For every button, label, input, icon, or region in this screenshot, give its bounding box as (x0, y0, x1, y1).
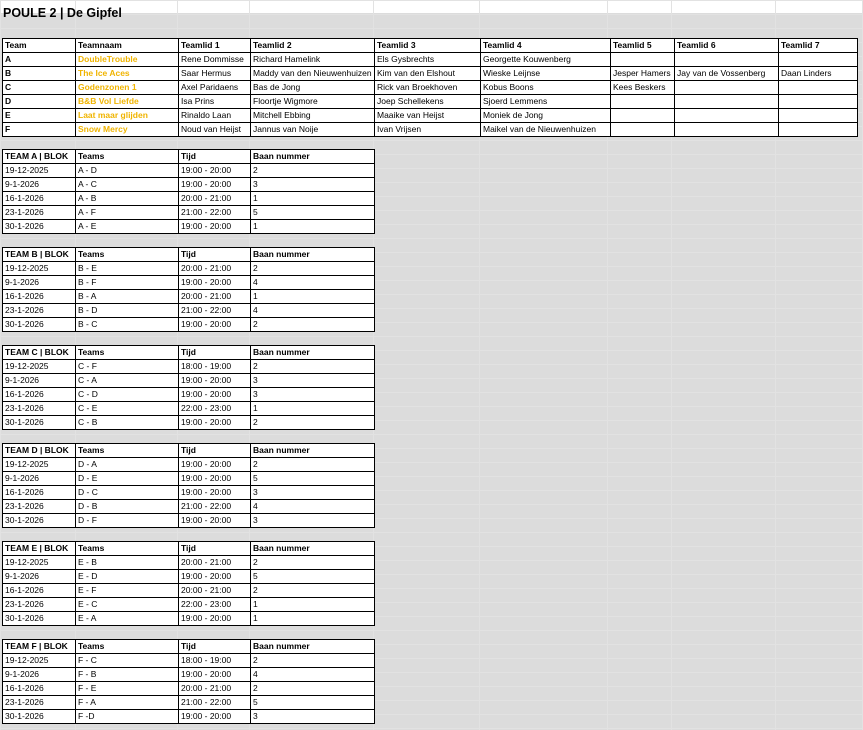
date-cell[interactable]: 23-1-2026 (3, 500, 76, 514)
lane-cell[interactable]: 2 (251, 416, 375, 430)
date-cell[interactable]: 9-1-2026 (3, 178, 76, 192)
schedule-row (3, 654, 375, 668)
lane-cell[interactable]: 1 (251, 220, 375, 234)
time-cell[interactable]: 19:00 - 20:00 (179, 318, 251, 332)
team-letter-cell[interactable]: F (3, 123, 76, 137)
match-cell[interactable]: F - C (76, 654, 179, 668)
time-cell[interactable]: 19:00 - 20:00 (179, 164, 251, 178)
overview-row (3, 81, 858, 95)
overview-header-cell[interactable]: Teamlid 6 (675, 39, 779, 53)
match-cell[interactable]: A - D (76, 164, 179, 178)
gridline-row (0, 434, 863, 435)
time-cell[interactable]: 19:00 - 20:00 (179, 514, 251, 528)
schedule-row (3, 416, 375, 430)
schedule-row (3, 374, 375, 388)
lane-cell[interactable]: 2 (251, 360, 375, 374)
overview-header-cell[interactable]: Teamlid 3 (375, 39, 481, 53)
match-cell[interactable]: D - C (76, 486, 179, 500)
time-cell[interactable]: 21:00 - 22:00 (179, 304, 251, 318)
team-member-cell[interactable]: Jay van de Vossenberg (675, 67, 779, 81)
lane-cell[interactable]: 3 (251, 710, 375, 724)
gridline-row (0, 28, 863, 29)
time-cell[interactable]: 19:00 - 20:00 (179, 612, 251, 626)
date-cell[interactable]: 16-1-2026 (3, 486, 76, 500)
date-cell[interactable]: 9-1-2026 (3, 668, 76, 682)
schedule-header-cell[interactable]: Tijd (179, 444, 251, 458)
overview-row (3, 123, 858, 137)
match-cell[interactable]: A - C (76, 178, 179, 192)
team-letter-cell[interactable]: B (3, 67, 76, 81)
schedule-row (3, 318, 375, 332)
schedule-row (3, 360, 375, 374)
schedule-row (3, 682, 375, 696)
lane-cell[interactable]: 3 (251, 374, 375, 388)
team-member-cell[interactable]: Sjoerd Lemmens (481, 95, 611, 109)
schedule-header-row (3, 248, 375, 262)
team-member-cell[interactable]: Mitchell Ebbing (251, 109, 375, 123)
match-cell[interactable]: E - C (76, 598, 179, 612)
time-cell[interactable]: 22:00 - 23:00 (179, 598, 251, 612)
team-name-cell[interactable]: Godenzonen 1 (76, 81, 179, 95)
match-cell[interactable]: B - A (76, 290, 179, 304)
schedule-table (2, 345, 375, 430)
team-member-cell[interactable] (611, 95, 675, 109)
team-letter-cell[interactable]: D (3, 95, 76, 109)
lane-cell[interactable]: 4 (251, 500, 375, 514)
team-member-cell[interactable]: Maddy van den Nieuwenhuizen (251, 67, 375, 81)
team-member-cell[interactable] (611, 123, 675, 137)
match-cell[interactable]: C - F (76, 360, 179, 374)
team-member-cell[interactable] (779, 109, 858, 123)
team-member-cell[interactable]: Jannus van Noije (251, 123, 375, 137)
lane-cell[interactable]: 3 (251, 388, 375, 402)
time-cell[interactable]: 19:00 - 20:00 (179, 388, 251, 402)
match-cell[interactable]: E - D (76, 570, 179, 584)
team-member-cell[interactable] (675, 53, 779, 67)
sheet-title[interactable]: POULE 2 | De Gipfel (3, 6, 122, 20)
team-member-cell[interactable]: Isa Prins (179, 95, 251, 109)
lane-cell[interactable]: 2 (251, 262, 375, 276)
date-cell[interactable]: 16-1-2026 (3, 192, 76, 206)
schedule-header-cell[interactable]: Tijd (179, 640, 251, 654)
match-cell[interactable]: F - E (76, 682, 179, 696)
time-cell[interactable]: 21:00 - 22:00 (179, 696, 251, 710)
schedule-row (3, 584, 375, 598)
schedule-row (3, 388, 375, 402)
schedule-table (2, 443, 375, 528)
time-cell[interactable]: 20:00 - 21:00 (179, 262, 251, 276)
schedule-header-cell[interactable]: Baan nummer (251, 640, 375, 654)
match-cell[interactable]: D - A (76, 458, 179, 472)
schedule-header-row (3, 346, 375, 360)
date-cell[interactable]: 19-12-2025 (3, 262, 76, 276)
date-cell[interactable]: 9-1-2026 (3, 374, 76, 388)
schedule-table (2, 247, 375, 332)
team-member-cell[interactable]: Floortje Wigmore (251, 95, 375, 109)
date-cell[interactable]: 19-12-2025 (3, 164, 76, 178)
lane-cell[interactable]: 3 (251, 178, 375, 192)
schedule-header-cell[interactable]: Teams (76, 150, 179, 164)
lane-cell[interactable]: 1 (251, 402, 375, 416)
team-member-cell[interactable] (779, 95, 858, 109)
team-member-cell[interactable]: Ivan Vrijsen (375, 123, 481, 137)
schedule-header-cell[interactable]: Baan nummer (251, 346, 375, 360)
schedule-row (3, 500, 375, 514)
team-name-cell[interactable]: DoubleTrouble (76, 53, 179, 67)
date-cell[interactable]: 16-1-2026 (3, 584, 76, 598)
match-cell[interactable]: B - E (76, 262, 179, 276)
schedule-label-cell[interactable]: TEAM B | BLOK (3, 248, 76, 262)
team-member-cell[interactable] (779, 53, 858, 67)
time-cell[interactable]: 20:00 - 21:00 (179, 290, 251, 304)
schedule-header-cell[interactable]: Teams (76, 640, 179, 654)
team-member-cell[interactable]: Jesper Hamers (611, 67, 675, 81)
schedule-header-cell[interactable]: Tijd (179, 150, 251, 164)
time-cell[interactable]: 21:00 - 22:00 (179, 206, 251, 220)
team-member-cell[interactable] (675, 95, 779, 109)
team-member-cell[interactable]: Kim van den Elshout (375, 67, 481, 81)
time-cell[interactable]: 20:00 - 21:00 (179, 584, 251, 598)
team-member-cell[interactable]: Rene Dommisse (179, 53, 251, 67)
schedule-row (3, 598, 375, 612)
match-cell[interactable]: A - E (76, 220, 179, 234)
team-member-cell[interactable] (779, 81, 858, 95)
date-cell[interactable]: 30-1-2026 (3, 710, 76, 724)
lane-cell[interactable]: 2 (251, 318, 375, 332)
gridline-row (0, 238, 863, 239)
date-cell[interactable]: 23-1-2026 (3, 598, 76, 612)
schedule-row (3, 192, 375, 206)
team-member-cell[interactable]: Moniek de Jong (481, 109, 611, 123)
schedule-row (3, 696, 375, 710)
schedule-header-row (3, 542, 375, 556)
schedule-label-cell[interactable]: TEAM D | BLOK (3, 444, 76, 458)
team-letter-cell[interactable]: E (3, 109, 76, 123)
schedule-header-cell[interactable]: Teams (76, 346, 179, 360)
lane-cell[interactable]: 4 (251, 668, 375, 682)
date-cell[interactable]: 23-1-2026 (3, 402, 76, 416)
time-cell[interactable]: 20:00 - 21:00 (179, 192, 251, 206)
schedule-label-cell[interactable]: TEAM F | BLOK (3, 640, 76, 654)
time-cell[interactable]: 19:00 - 20:00 (179, 220, 251, 234)
date-cell[interactable]: 19-12-2025 (3, 458, 76, 472)
team-name-cell[interactable]: B&B Vol Liefde (76, 95, 179, 109)
schedule-row (3, 164, 375, 178)
match-cell[interactable]: A - B (76, 192, 179, 206)
team-member-cell[interactable]: Els Gysbrechts (375, 53, 481, 67)
time-cell[interactable]: 19:00 - 20:00 (179, 374, 251, 388)
schedule-row (3, 402, 375, 416)
schedule-header-row (3, 150, 375, 164)
schedule-row (3, 262, 375, 276)
schedule-header-cell[interactable]: Baan nummer (251, 150, 375, 164)
time-cell[interactable]: 18:00 - 19:00 (179, 360, 251, 374)
schedule-row (3, 290, 375, 304)
gridline-row (0, 14, 863, 15)
team-member-cell[interactable]: Joep Schellekens (375, 95, 481, 109)
time-cell[interactable]: 19:00 - 20:00 (179, 276, 251, 290)
time-cell[interactable]: 19:00 - 20:00 (179, 416, 251, 430)
team-member-cell[interactable]: Noud van Heijst (179, 123, 251, 137)
date-cell[interactable]: 30-1-2026 (3, 318, 76, 332)
date-cell[interactable]: 9-1-2026 (3, 276, 76, 290)
overview-header-cell[interactable]: Team (3, 39, 76, 53)
lane-cell[interactable]: 2 (251, 556, 375, 570)
team-member-cell[interactable] (779, 123, 858, 137)
team-letter-cell[interactable]: A (3, 53, 76, 67)
match-cell[interactable]: C - A (76, 374, 179, 388)
lane-cell[interactable]: 1 (251, 612, 375, 626)
date-cell[interactable]: 23-1-2026 (3, 206, 76, 220)
match-cell[interactable]: D - B (76, 500, 179, 514)
date-cell[interactable]: 30-1-2026 (3, 220, 76, 234)
time-cell[interactable]: 19:00 - 20:00 (179, 668, 251, 682)
date-cell[interactable]: 19-12-2025 (3, 360, 76, 374)
lane-cell[interactable]: 2 (251, 584, 375, 598)
gridline-row (0, 336, 863, 337)
match-cell[interactable]: C - E (76, 402, 179, 416)
team-member-cell[interactable]: Georgette Kouwenberg (481, 53, 611, 67)
gridline-row (0, 532, 863, 533)
date-cell[interactable]: 30-1-2026 (3, 514, 76, 528)
schedule-row (3, 206, 375, 220)
lane-cell[interactable]: 5 (251, 696, 375, 710)
team-member-cell[interactable]: Rick van Broekhoven (375, 81, 481, 95)
match-cell[interactable]: F -D (76, 710, 179, 724)
match-cell[interactable]: E - A (76, 612, 179, 626)
team-name-cell[interactable]: The Ice Aces (76, 67, 179, 81)
lane-cell[interactable]: 1 (251, 290, 375, 304)
time-cell[interactable]: 20:00 - 21:00 (179, 556, 251, 570)
lane-cell[interactable]: 2 (251, 164, 375, 178)
schedule-label-cell[interactable]: TEAM A | BLOK (3, 150, 76, 164)
match-cell[interactable]: F - B (76, 668, 179, 682)
date-cell[interactable]: 19-12-2025 (3, 556, 76, 570)
schedule-header-cell[interactable]: Tijd (179, 542, 251, 556)
team-name-cell[interactable]: Snow Mercy (76, 123, 179, 137)
overview-row (3, 109, 858, 123)
schedule-header-cell[interactable]: Baan nummer (251, 248, 375, 262)
overview-header-cell[interactable]: Teamlid 2 (251, 39, 375, 53)
team-member-cell[interactable] (675, 109, 779, 123)
overview-row (3, 95, 858, 109)
date-cell[interactable]: 16-1-2026 (3, 388, 76, 402)
lane-cell[interactable]: 5 (251, 472, 375, 486)
match-cell[interactable]: A - F (76, 206, 179, 220)
match-cell[interactable]: C - B (76, 416, 179, 430)
lane-cell[interactable]: 4 (251, 304, 375, 318)
schedule-header-cell[interactable]: Tijd (179, 248, 251, 262)
lane-cell[interactable]: 5 (251, 206, 375, 220)
time-cell[interactable]: 19:00 - 20:00 (179, 178, 251, 192)
schedule-row (3, 458, 375, 472)
match-cell[interactable]: C - D (76, 388, 179, 402)
overview-header-cell[interactable]: Teamlid 5 (611, 39, 675, 53)
schedule-table (2, 639, 375, 724)
team-member-cell[interactable]: Saar Hermus (179, 67, 251, 81)
match-cell[interactable]: F - A (76, 696, 179, 710)
team-member-cell[interactable]: Maikel van de Nieuwenhuizen (481, 123, 611, 137)
team-member-cell[interactable]: Kees Beskers (611, 81, 675, 95)
gridline-row (0, 630, 863, 631)
team-member-cell[interactable]: Bas de Jong (251, 81, 375, 95)
schedule-row (3, 612, 375, 626)
overview-header-cell[interactable]: Teamlid 1 (179, 39, 251, 53)
lane-cell[interactable]: 1 (251, 192, 375, 206)
schedule-header-row (3, 444, 375, 458)
time-cell[interactable]: 19:00 - 20:00 (179, 486, 251, 500)
date-cell[interactable]: 30-1-2026 (3, 416, 76, 430)
schedule-table (2, 541, 375, 626)
team-member-cell[interactable]: Axel Paridaens (179, 81, 251, 95)
team-letter-cell[interactable]: C (3, 81, 76, 95)
team-member-cell[interactable]: Maaike van Heijst (375, 109, 481, 123)
lane-cell[interactable]: 3 (251, 514, 375, 528)
schedule-header-cell[interactable]: Teams (76, 248, 179, 262)
schedule-row (3, 556, 375, 570)
time-cell[interactable]: 19:00 - 20:00 (179, 570, 251, 584)
overview-row (3, 67, 858, 81)
schedule-row (3, 472, 375, 486)
time-cell[interactable]: 19:00 - 20:00 (179, 458, 251, 472)
team-member-cell[interactable] (675, 81, 779, 95)
team-member-cell[interactable]: Kobus Boons (481, 81, 611, 95)
time-cell[interactable]: 21:00 - 22:00 (179, 500, 251, 514)
schedule-row (3, 276, 375, 290)
schedule-row (3, 486, 375, 500)
lane-cell[interactable]: 2 (251, 682, 375, 696)
time-cell[interactable]: 18:00 - 19:00 (179, 654, 251, 668)
schedule-header-cell[interactable]: Teams (76, 444, 179, 458)
schedule-label-cell[interactable]: TEAM C | BLOK (3, 346, 76, 360)
match-cell[interactable]: D - E (76, 472, 179, 486)
time-cell[interactable]: 22:00 - 23:00 (179, 402, 251, 416)
schedule-row (3, 220, 375, 234)
date-cell[interactable]: 9-1-2026 (3, 570, 76, 584)
match-cell[interactable]: E - B (76, 556, 179, 570)
gridline-row (0, 0, 863, 1)
lane-cell[interactable]: 4 (251, 276, 375, 290)
team-member-cell[interactable] (611, 109, 675, 123)
schedule-header-cell[interactable]: Teams (76, 542, 179, 556)
gridline-row (0, 140, 863, 141)
match-cell[interactable]: D - F (76, 514, 179, 528)
date-cell[interactable]: 19-12-2025 (3, 654, 76, 668)
team-name-cell[interactable]: Laat maar glijden (76, 109, 179, 123)
time-cell[interactable]: 20:00 - 21:00 (179, 682, 251, 696)
schedule-table (2, 149, 375, 234)
team-member-cell[interactable]: Wieske Leijnse (481, 67, 611, 81)
match-cell[interactable]: E - F (76, 584, 179, 598)
schedule-header-cell[interactable]: Baan nummer (251, 542, 375, 556)
team-member-cell[interactable]: Richard Hamelink (251, 53, 375, 67)
date-cell[interactable]: 23-1-2026 (3, 304, 76, 318)
overview-header-cell[interactable]: Teamlid 7 (779, 39, 858, 53)
match-cell[interactable]: B - D (76, 304, 179, 318)
lane-cell[interactable]: 2 (251, 654, 375, 668)
lane-cell[interactable]: 1 (251, 598, 375, 612)
team-member-cell[interactable] (611, 53, 675, 67)
schedule-row (3, 570, 375, 584)
date-cell[interactable]: 30-1-2026 (3, 612, 76, 626)
gridline-row (0, 728, 863, 729)
match-cell[interactable]: B - C (76, 318, 179, 332)
overview-header-row (3, 39, 858, 53)
time-cell[interactable]: 19:00 - 20:00 (179, 472, 251, 486)
date-cell[interactable]: 16-1-2026 (3, 682, 76, 696)
match-cell[interactable]: B - F (76, 276, 179, 290)
date-cell[interactable]: 23-1-2026 (3, 696, 76, 710)
date-cell[interactable]: 16-1-2026 (3, 290, 76, 304)
schedule-row (3, 514, 375, 528)
schedule-row (3, 668, 375, 682)
date-cell[interactable]: 9-1-2026 (3, 472, 76, 486)
team-member-cell[interactable]: Daan Linders (779, 67, 858, 81)
overview-header-cell[interactable]: Teamnaam (76, 39, 179, 53)
team-member-cell[interactable]: Rinaldo Laan (179, 109, 251, 123)
lane-cell[interactable]: 5 (251, 570, 375, 584)
team-member-cell[interactable] (675, 123, 779, 137)
gridline-col (0, 0, 1, 730)
schedule-row (3, 178, 375, 192)
schedule-header-row (3, 640, 375, 654)
lane-cell[interactable]: 3 (251, 486, 375, 500)
schedule-row (3, 710, 375, 724)
schedule-row (3, 304, 375, 318)
overview-row (3, 53, 858, 67)
time-cell[interactable]: 19:00 - 20:00 (179, 710, 251, 724)
schedule-label-cell[interactable]: TEAM E | BLOK (3, 542, 76, 556)
schedule-header-cell[interactable]: Baan nummer (251, 444, 375, 458)
team-overview-table (2, 38, 858, 137)
overview-header-cell[interactable]: Teamlid 4 (481, 39, 611, 53)
lane-cell[interactable]: 2 (251, 458, 375, 472)
schedule-header-cell[interactable]: Tijd (179, 346, 251, 360)
